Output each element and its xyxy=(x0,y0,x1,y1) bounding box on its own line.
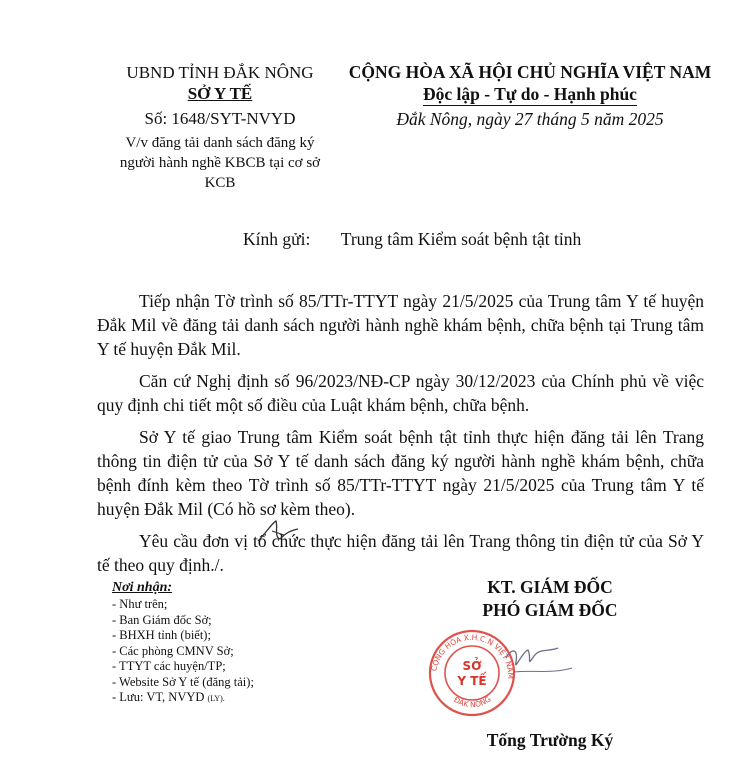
recipients-block xyxy=(112,579,372,707)
paragraph-4: Yêu cầu đơn vị tổ chức thực hiện đăng tải lên Trang thông tin điện tử của Sở Y tế theo quy định./. xyxy=(97,531,704,575)
recipient-item: - Ban Giám đốc Sở; xyxy=(112,612,212,627)
official-seal xyxy=(422,628,602,718)
recipient-item: - BHXH tỉnh (biết); xyxy=(112,628,211,642)
recipients-title: Nơi nhận: xyxy=(112,580,173,595)
subject-line-2: người hành nghề KBCB tại cơ sở xyxy=(119,155,321,171)
issuing-department: SỞ Y TẾ xyxy=(187,84,253,103)
nation-title: CỘNG HÒA XÃ HỘI CHỦ NGHĨA VIỆT NAM xyxy=(348,62,712,82)
paragraph-1: Tiếp nhận Tờ trình số 85/TTr-TTYT ngày 21/5/2025 của Trung tâm Y tế huyện Đắk Mil về đăng tải danh sách người hành nghề khám bệnh, chữa bệnh tại Trung tâm Y tế huyện Đắk Mil. xyxy=(97,291,704,359)
paragraph-2: Căn cứ Nghị định số 96/2023/NĐ-CP ngày 30/12/2023 của Chính phủ về việc quy định chi tiết một số điều của Luật khám bệnh, chữa bệnh. xyxy=(97,371,704,415)
salutation-recipient: Trung tâm Kiểm soát bệnh tật tỉnh xyxy=(340,229,582,249)
subject-line-3: KCB xyxy=(204,175,236,191)
signature-titles xyxy=(420,576,680,622)
recipient-item: - TTYT các huyện/TP; xyxy=(112,659,226,673)
paragraph-3: Sở Y tế giao Trung tâm Kiểm soát bệnh tật tỉnh thực hiện đăng tải lên Trang thông tin điện tử của Sở Y tế danh sách đăng ký người hành nghề khám bệnh, chữa bệnh đính kèm theo Tờ trình số 85/TTr-TTYT ngày 21/5/2025 của Trung tâm Y tế huyện Đắk Mil (Có hồ sơ kèm theo). xyxy=(97,427,704,519)
recipient-item: - Website Sở Y tế (đăng tải); xyxy=(112,674,254,689)
initial-mark xyxy=(254,517,302,547)
signer-name: Tống Trường Ký xyxy=(486,730,614,750)
recipient-item: - Các phòng CMNV Sở; xyxy=(112,643,234,658)
svg-text:ĐẮK NÔNG xyxy=(452,694,493,709)
salutation-label: Kính gửi: xyxy=(243,229,311,249)
place-date: Đắk Nông, ngày 27 tháng 5 năm 2025 xyxy=(396,109,664,129)
seal-center-line-1: SỞ xyxy=(462,659,482,673)
seal-center-line-2: Y TẾ xyxy=(457,674,487,688)
handwritten-signature xyxy=(506,648,558,665)
recipient-item: - Như trên; xyxy=(112,597,168,611)
issuing-authority: UBND TỈNH ĐẮK NÔNG xyxy=(126,63,314,82)
letter-body xyxy=(97,289,704,577)
subject-line-1: V/v đăng tải danh sách đăng ký xyxy=(125,135,315,151)
document-number: Số: 1648/SYT-NVYD xyxy=(144,109,296,128)
recipient-item: - Lưu: VT, NVYD (LY). xyxy=(112,690,225,704)
issuer-block xyxy=(100,62,340,193)
national-header xyxy=(330,62,730,130)
seal-ring-text: CỘNG HÒA X.H.C.N VIỆT NAM xyxy=(429,632,516,679)
salutation xyxy=(243,229,581,250)
signature-line-2: PHÓ GIÁM ĐỐC xyxy=(482,600,618,620)
signature-line-1: KT. GIÁM ĐỐC xyxy=(487,577,613,597)
motto: Độc lập - Tự do - Hạnh phúc xyxy=(423,84,637,104)
seal-bottom-text: ĐẮK NÔNG xyxy=(452,694,493,710)
